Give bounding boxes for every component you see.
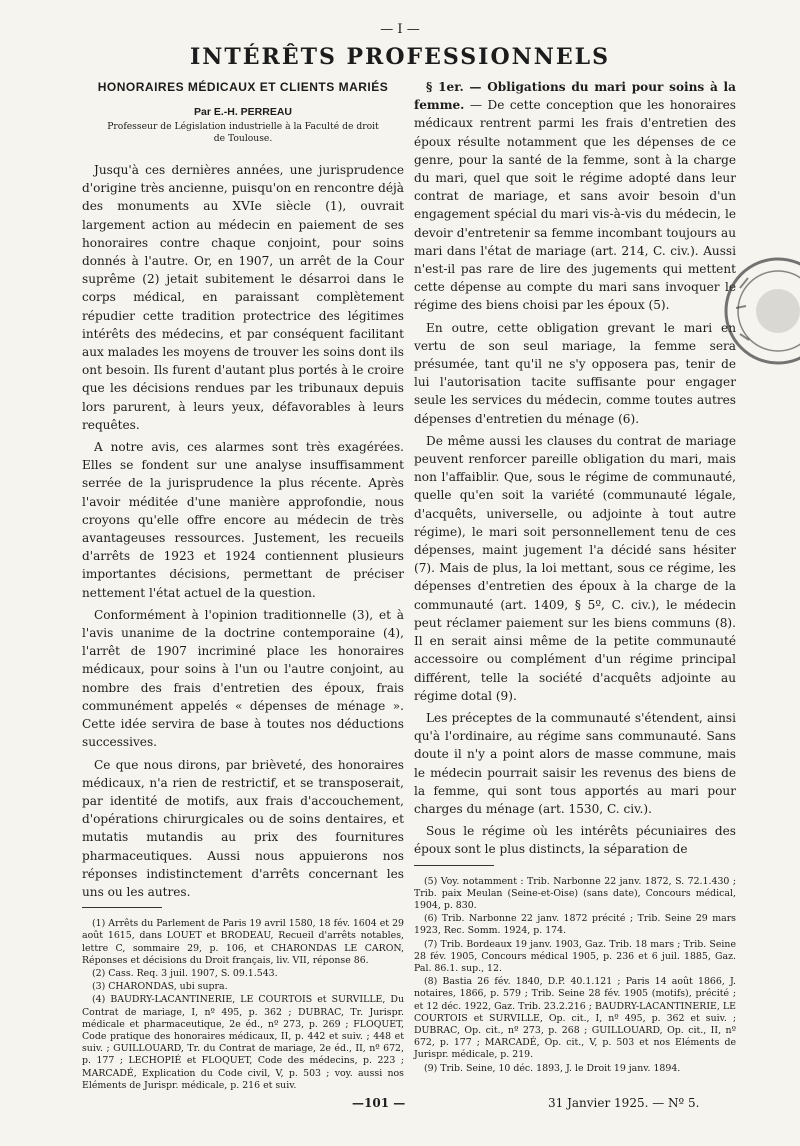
footnote: (4) BAUDRY-LACANTINERIE, LE COURTOIS et SURVILLE, Du Contrat de mariage, I, nº 495, p. 362 ; DUBRAC, Tr. Jurispr. médicale et pharmaceutique, 2e éd., nº 273, p. 269 ; FLOQUET, Code pratique des honoraires médicaux, II, p. 442 et suiv. ; 448 et suiv. ; GUILLOUARD, Tr. du Contrat de mariage, 2e éd., II, nº 672, p. 177 ; LECHOPIÉ et FLOQUET, Code des médecins, p. 223 ; MARCADÉ, Explication du Code civil, V, p. 503 ; voy. aussi nos Eléments de Jurispr. médicale, p. 216 et suiv. <box>82 994 404 1091</box>
affiliation-line: de Toulouse. <box>213 133 273 144</box>
footnote: (6) Trib. Narbonne 22 janv. 1872 précité ; Trib. Seine 29 mars 1923, Rec. Somm. 1924, p. 174. <box>414 913 736 937</box>
body-paragraph: Conformément à l'opinion traditionnelle (3), et à l'avis unanime de la doctrine contemporaine (4), l'arrêt de 1907 incriminé place les honoraires médicaux, pour soins à l'un ou l'autre conjoint, au nombre des frais d'entretien des époux, frais communément appelés « dépenses de ménage ». Cette idée servira de base à toutes nos déductions successives. <box>82 607 404 750</box>
footnote-rule <box>82 907 162 908</box>
left-footnotes <box>82 918 404 1092</box>
footnote: (3) CHARONDAS, ubi supra. <box>92 981 228 993</box>
body-paragraph: Jusqu'à ces dernières années, une jurisprudence d'origine très ancienne, puisqu'on en rencontre déjà des monuments au XVIe siècle (1), ouvrait largement action au médecin en paiement de ses honoraires contre chaque conjoint, pour soins donnés à l'autre. Or, en 1907, un arrêt de la Cour suprême (2) jetait subitement le désarroi dans le corps médical, en paraissant complètement répudier cette tradition protectrice des légitimes intérêts des médecins, et par conséquent facilitant aux malades les moyens de trouver les soins dont ils ont besoin. Ils furent d'autant plus portés à le croire que les décisions rendues par les tribunaux depuis lors parurent, à leurs yeux, défavorables à leurs requêtes. <box>82 163 404 432</box>
footnote: (9) Trib. Seine, 10 déc. 1893, J. le Droit 19 janv. 1894. <box>424 1062 681 1074</box>
body-paragraph: Sous le régime où les intérêts pécuniaires des époux sont le plus distincts, la séparation de <box>414 824 736 857</box>
folio: — I — <box>380 22 420 37</box>
page-number: —101 — <box>352 1096 406 1110</box>
left-column <box>82 80 404 1093</box>
body-paragraph: De même aussi les clauses du contrat de mariage peuvent renforcer pareille obligation du mari, mais non l'affaiblir. Que, sous le régime de communauté, quelle qu'en soit la variété (communauté légale, d'acquêts, universelle, ou adjointe à tout autre régime), le mari soit personnellement tenu de ces dépenses, maint jugement l'a décidé sans hésiter (7). Mais de plus, la loi mettant, sous ce régime, les dépenses d'entretien des époux à la charge de la communauté (art. 1409, § 5º, C. civ.), le médecin peut réclamer paiement sur les biens communs (8). Il en serait ainsi même de la petite communauté accessoire ou complément d'un régime principal différent, telle la société d'acquêts adjointe au régime dotal (9). <box>414 433 736 703</box>
article-title: HONORAIRES MÉDICAUX ET CLIENTS MARIÉS <box>97 80 389 94</box>
author-affiliation <box>82 121 404 145</box>
body-paragraph: Ce que nous dirons, par brièveté, des honoraires médicaux, n'a rien de restrictif, et se transposerait, par identité de motifs, aux frais d'accouchement, d'opérations chirurgicales ou de soins dentaires, et mutatis mutandis au prix des fournitures pharmaceutiques. Aussi nous appuierons nos réponses indistinctement d'arrêts concernant les uns ou les autres. <box>82 757 404 899</box>
footnote: (1) Arrêts du Parlement de Paris 19 avril 1580, 18 fév. 1604 et 29 août 1615, dans LOUET et BRODEAU, Recueil d'arrêts notables, lettre C, sommaire 29, p. 106, et CHARONDAS LE CARON, Réponses et décisions du Droit français, liv. VII, réponse 86. <box>82 918 404 966</box>
body-paragraph: En outre, cette obligation grevant le mari en vertu de son seul mariage, la femme sera présumée, tant qu'il ne s'y opposera pas, tenir de lui l'autorisation tacite suffisante pour engager seule les services du médecin, comme toutes autres dépenses d'entretien du ménage (6). <box>414 320 736 426</box>
author-byline: Par E.-H. PERREAU <box>193 106 293 118</box>
right-footnotes <box>414 876 736 1075</box>
footnote: (7) Trib. Bordeaux 19 janv. 1903, Gaz. Trib. 18 mars ; Trib. Seine 28 fév. 1905, Concours médical 1905, p. 236 et 6 juil. 1885, Gaz. Pal. 86.1. sup., 12. <box>414 938 736 974</box>
library-stamp <box>718 248 800 374</box>
section-heading: § 1er. — Obligations du mari pour soins à la femme. <box>414 80 736 113</box>
affiliation-line: Professeur de Législation industrielle à la Faculté de droit <box>107 121 379 132</box>
footnote: (5) Voy. notamment : Trib. Narbonne 22 janv. 1872, S. 72.1.430 ; Trib. paix Meulan (Seine-et-Oise) (sans date), Concours médical, 1904, p. 830. <box>414 875 736 911</box>
body-paragraph: Les préceptes de la communauté s'étendent, ainsi qu'à l'ordinaire, au régime sans communauté. Sans doute il n'y a point alors de masse commune, mais le médecin pourrait saisir les revenus des biens de la femme, qui sont tous apportés au mari pour charges du ménage (art. 1530, C. civ.). <box>414 710 736 816</box>
paragraph-text: — De cette conception que les honoraires médicaux rentrent parmi les frais d'entretien des époux résulte notamment que les dépenses de ce genre, pour la santé de la femme, sont à la charge du mari, quel que soit le régime adopté dans leur contrat de mariage, et sans avoir besoin d'un engagement spécial du mari vis-à-vis du médecin, le devoir d'entretenir sa femme incombant toujours au mari dans l'état de mariage (art. 214, C. civ.). Aussi n'est-il pas rare de lire des jugements qui mettent cette dépense au compte du mari sans invoquer le régime des biens choisi par les époux (5). <box>414 98 736 313</box>
issue-date: 31 Janvier 1925. — Nº 5. <box>548 1096 700 1110</box>
section-title: INTÉRÊTS PROFESSIONNELS <box>190 44 610 70</box>
right-column <box>414 78 736 1076</box>
body-paragraph <box>414 78 736 315</box>
footnote-rule <box>414 865 494 866</box>
body-paragraph: A notre avis, ces alarmes sont très exagérées. Elles se fondent sur une analyse insuffisamment serrée de la jurisprudence la plus récente. Après l'avoir méditée d'une manière approfondie, nous croyons qu'elle offre encore au médecin de très avantageuses ressources. Justement, les recueils d'arrêts de 1923 et 1924 contiennent plusieurs importantes décisions, permettant de préciser nettement l'état actuel de la question. <box>82 440 404 600</box>
stamp-seal-icon <box>718 248 800 374</box>
footnote: (8) Bastia 26 fév. 1840, D.P. 40.1.121 ; Paris 14 août 1866, J. notaires, 1866, p. 579 ; Trib. Seine 28 fév. 1905 (motifs), précité ; et 12 déc. 1922, Gaz. Trib. 23.2.216 ; BAUDRY-LACANTINERIE, LE COURTOIS et SURVILLE, Op. cit., I, nº 495, p. 362 et suiv. ; DUBRAC, Op. cit., nº 273, p. 268 ; GUILLOUARD, Op. cit., II, nº 672, p. 177 ; MARCADÉ, Op. cit., V, p. 503 et nos Eléments de Jurispr. médicale, p. 219. <box>414 976 736 1061</box>
footnote: (2) Cass. Req. 3 juil. 1907, S. 09.1.543. <box>92 967 278 979</box>
